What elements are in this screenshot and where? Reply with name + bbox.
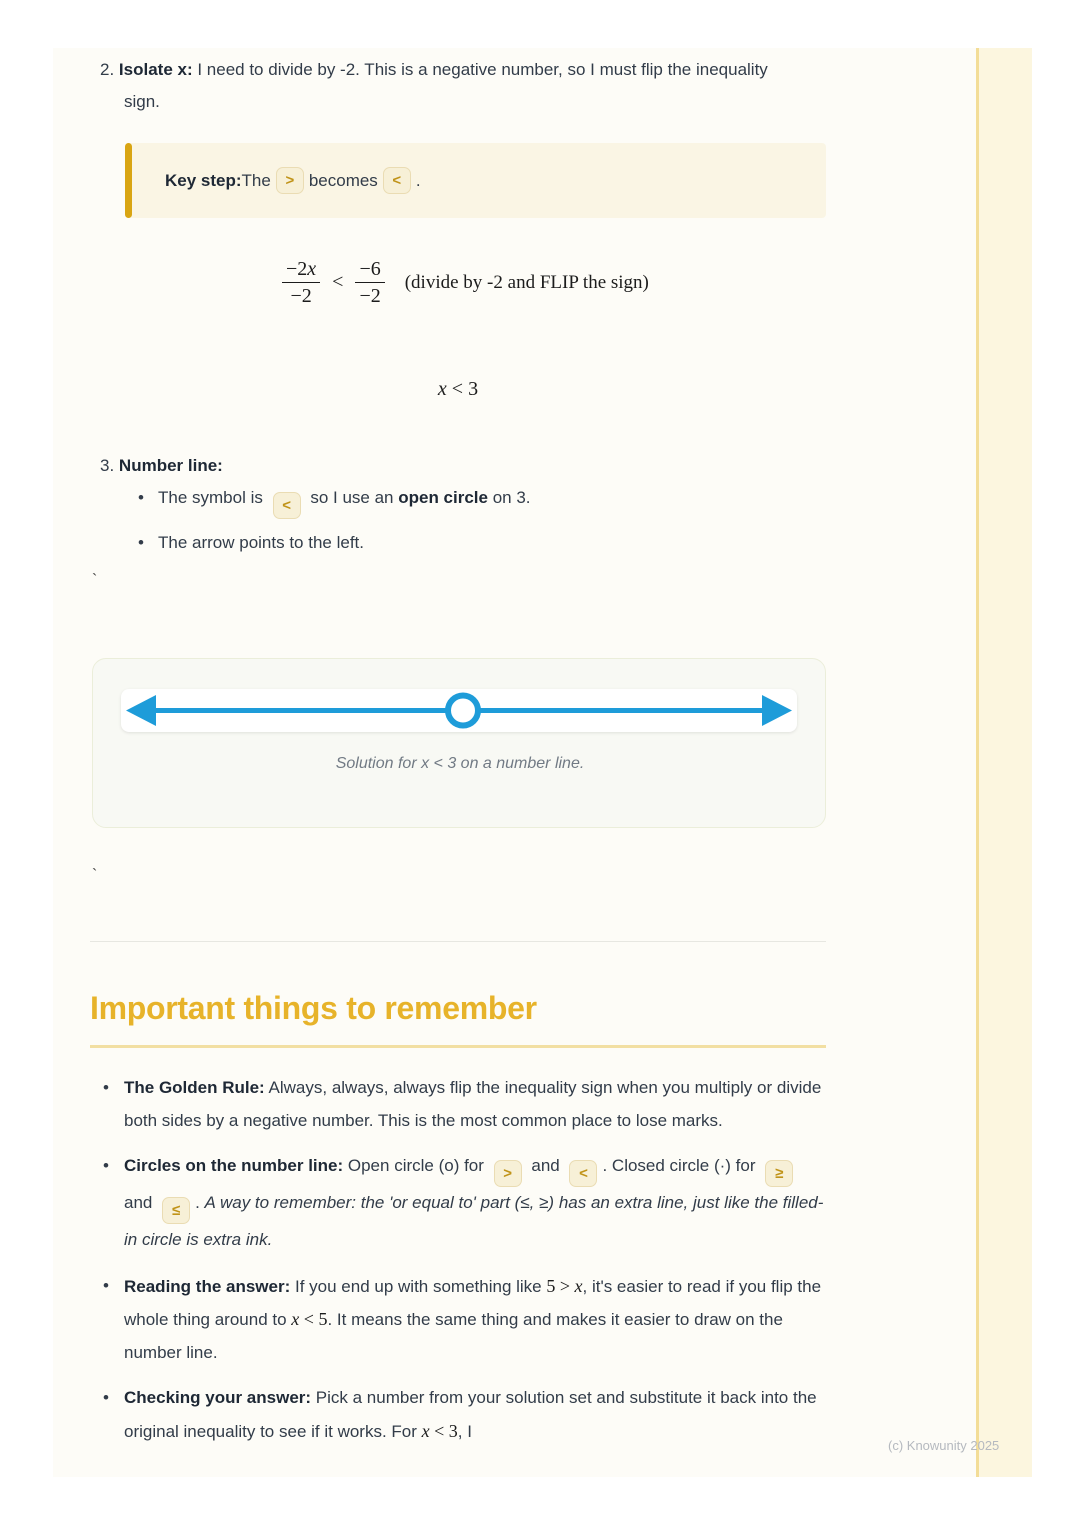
frac1-den: −2: [290, 285, 312, 307]
important-bullet-circles: [103, 1150, 830, 1257]
circles-text-2: and: [526, 1156, 565, 1175]
circles-mnemonic: A way to remember: the 'or equal to' part (≤, ≥) has an extra line, just like the filled-in circle is extra ink.: [124, 1193, 824, 1249]
division-equation: [278, 258, 649, 307]
stray-backtick-2: `: [92, 867, 98, 884]
bullet1-bold: open circle: [398, 488, 488, 507]
golden-rule-text: Always, always, always flip the inequality sign when you multiply or divide both sides by a negative number. This is the most common place to lose marks.: [124, 1078, 822, 1130]
reading-text-1: If you end up with something like: [290, 1276, 547, 1296]
important-bullet-checking: [103, 1382, 830, 1448]
figure-caption: Solution for x < 3 on a number line.: [335, 755, 585, 772]
right-arrowhead-icon: [762, 695, 792, 726]
left-arrowhead-icon: [126, 695, 156, 726]
step-3-number: 3.: [100, 456, 115, 475]
important-list: [103, 1072, 830, 1461]
inequality-chip-gt: >: [494, 1160, 522, 1187]
section-heading: Important things to remember: [90, 990, 537, 1026]
key-step-callout: [125, 143, 826, 218]
important-bullet-reading: [103, 1270, 830, 1370]
callout-label: Key step:: [165, 170, 242, 190]
step-2-item: [100, 54, 806, 118]
checking-text-2: , I: [457, 1421, 472, 1441]
callout-mid: becomes: [308, 170, 378, 190]
circles-text-4: and: [124, 1193, 158, 1212]
bullet1-text-1: The symbol is: [158, 488, 268, 507]
reading-text-3: . It means the same thing and makes it easier to draw on the number line.: [124, 1310, 783, 1362]
frac1-num-coef: −2: [286, 258, 308, 280]
callout-text: [165, 143, 421, 218]
callout-post: .: [415, 170, 421, 190]
number-line-figure: [92, 658, 826, 828]
important-bullet-golden-rule: [103, 1072, 830, 1137]
frac1-num-var: x: [307, 258, 317, 280]
number-line-graphic: [121, 689, 797, 732]
bullet1-text-2: so I use an: [305, 488, 399, 507]
fraction-left: [282, 258, 320, 307]
math-lt-3: < 3: [429, 1420, 458, 1441]
golden-rule-label: The Golden Rule:: [124, 1078, 265, 1097]
relation-symbol: <: [332, 271, 344, 293]
math-5-gt: 5 >: [546, 1275, 575, 1296]
fraction-right: [355, 258, 384, 307]
bullet1-text-3: on 3.: [487, 488, 531, 507]
math-var-x-1: x: [574, 1275, 583, 1296]
math-var-x-2: x: [291, 1309, 300, 1329]
step-2-title: Isolate x:: [118, 60, 193, 79]
stray-backtick-1: `: [92, 572, 98, 589]
frac2-num: −6: [355, 258, 384, 283]
solution-var: x: [437, 378, 447, 400]
inequality-chip-lt: <: [383, 167, 411, 194]
inequality-chip-lte: ≤: [162, 1197, 190, 1224]
math-lt-5: < 5: [299, 1309, 328, 1329]
step-3-title: Number line:: [118, 456, 223, 475]
callout-accent-bar: [125, 143, 132, 218]
number-line-strip: [121, 689, 797, 732]
callout-pre: The: [241, 170, 271, 190]
inequality-chip-lt: <: [569, 1160, 597, 1187]
solution-rest: < 3: [446, 378, 479, 400]
frac2-den: −2: [359, 285, 381, 307]
open-circle-marker: [448, 696, 478, 726]
number-line-bullet-1: [140, 483, 820, 519]
checking-label: Checking your answer:: [124, 1388, 312, 1407]
section-divider: [90, 941, 826, 942]
number-line-bullet-2: [140, 528, 820, 558]
math-var-x-3: x: [421, 1420, 430, 1441]
reading-label: Reading the answer:: [124, 1276, 291, 1296]
bullet2-text: • The arrow points to the left.: [158, 533, 364, 552]
inequality-chip-gt: >: [276, 167, 304, 194]
checking-text-1: Pick a number from your solution set and substitute it back into the original inequality to see if it works. For: [124, 1388, 817, 1441]
heading-underline: [90, 1045, 826, 1048]
copyright-watermark: (c) Knowunity 2025: [888, 1438, 1000, 1453]
step-3-item: [100, 450, 806, 482]
solution-equation: [90, 378, 826, 401]
reading-text-2: , it's easier to read if you flip the whole thing around to: [124, 1276, 822, 1329]
circles-text-1: Open circle (o) for: [343, 1156, 489, 1175]
circles-text-3: . Closed circle (·) for: [602, 1156, 761, 1175]
inequality-chip-lt: <: [273, 492, 301, 519]
step-2-number: 2.: [100, 60, 115, 79]
circles-text-5: .: [195, 1193, 205, 1212]
inequality-chip-gte: ≥: [765, 1160, 793, 1187]
equation-annotation: (divide by -2 and FLIP the sign): [404, 271, 649, 293]
step-2-text: I need to divide by -2. This is a negative number, so I must flip the inequality sign.: [124, 60, 768, 111]
circles-label: Circles on the number line:: [124, 1156, 344, 1175]
